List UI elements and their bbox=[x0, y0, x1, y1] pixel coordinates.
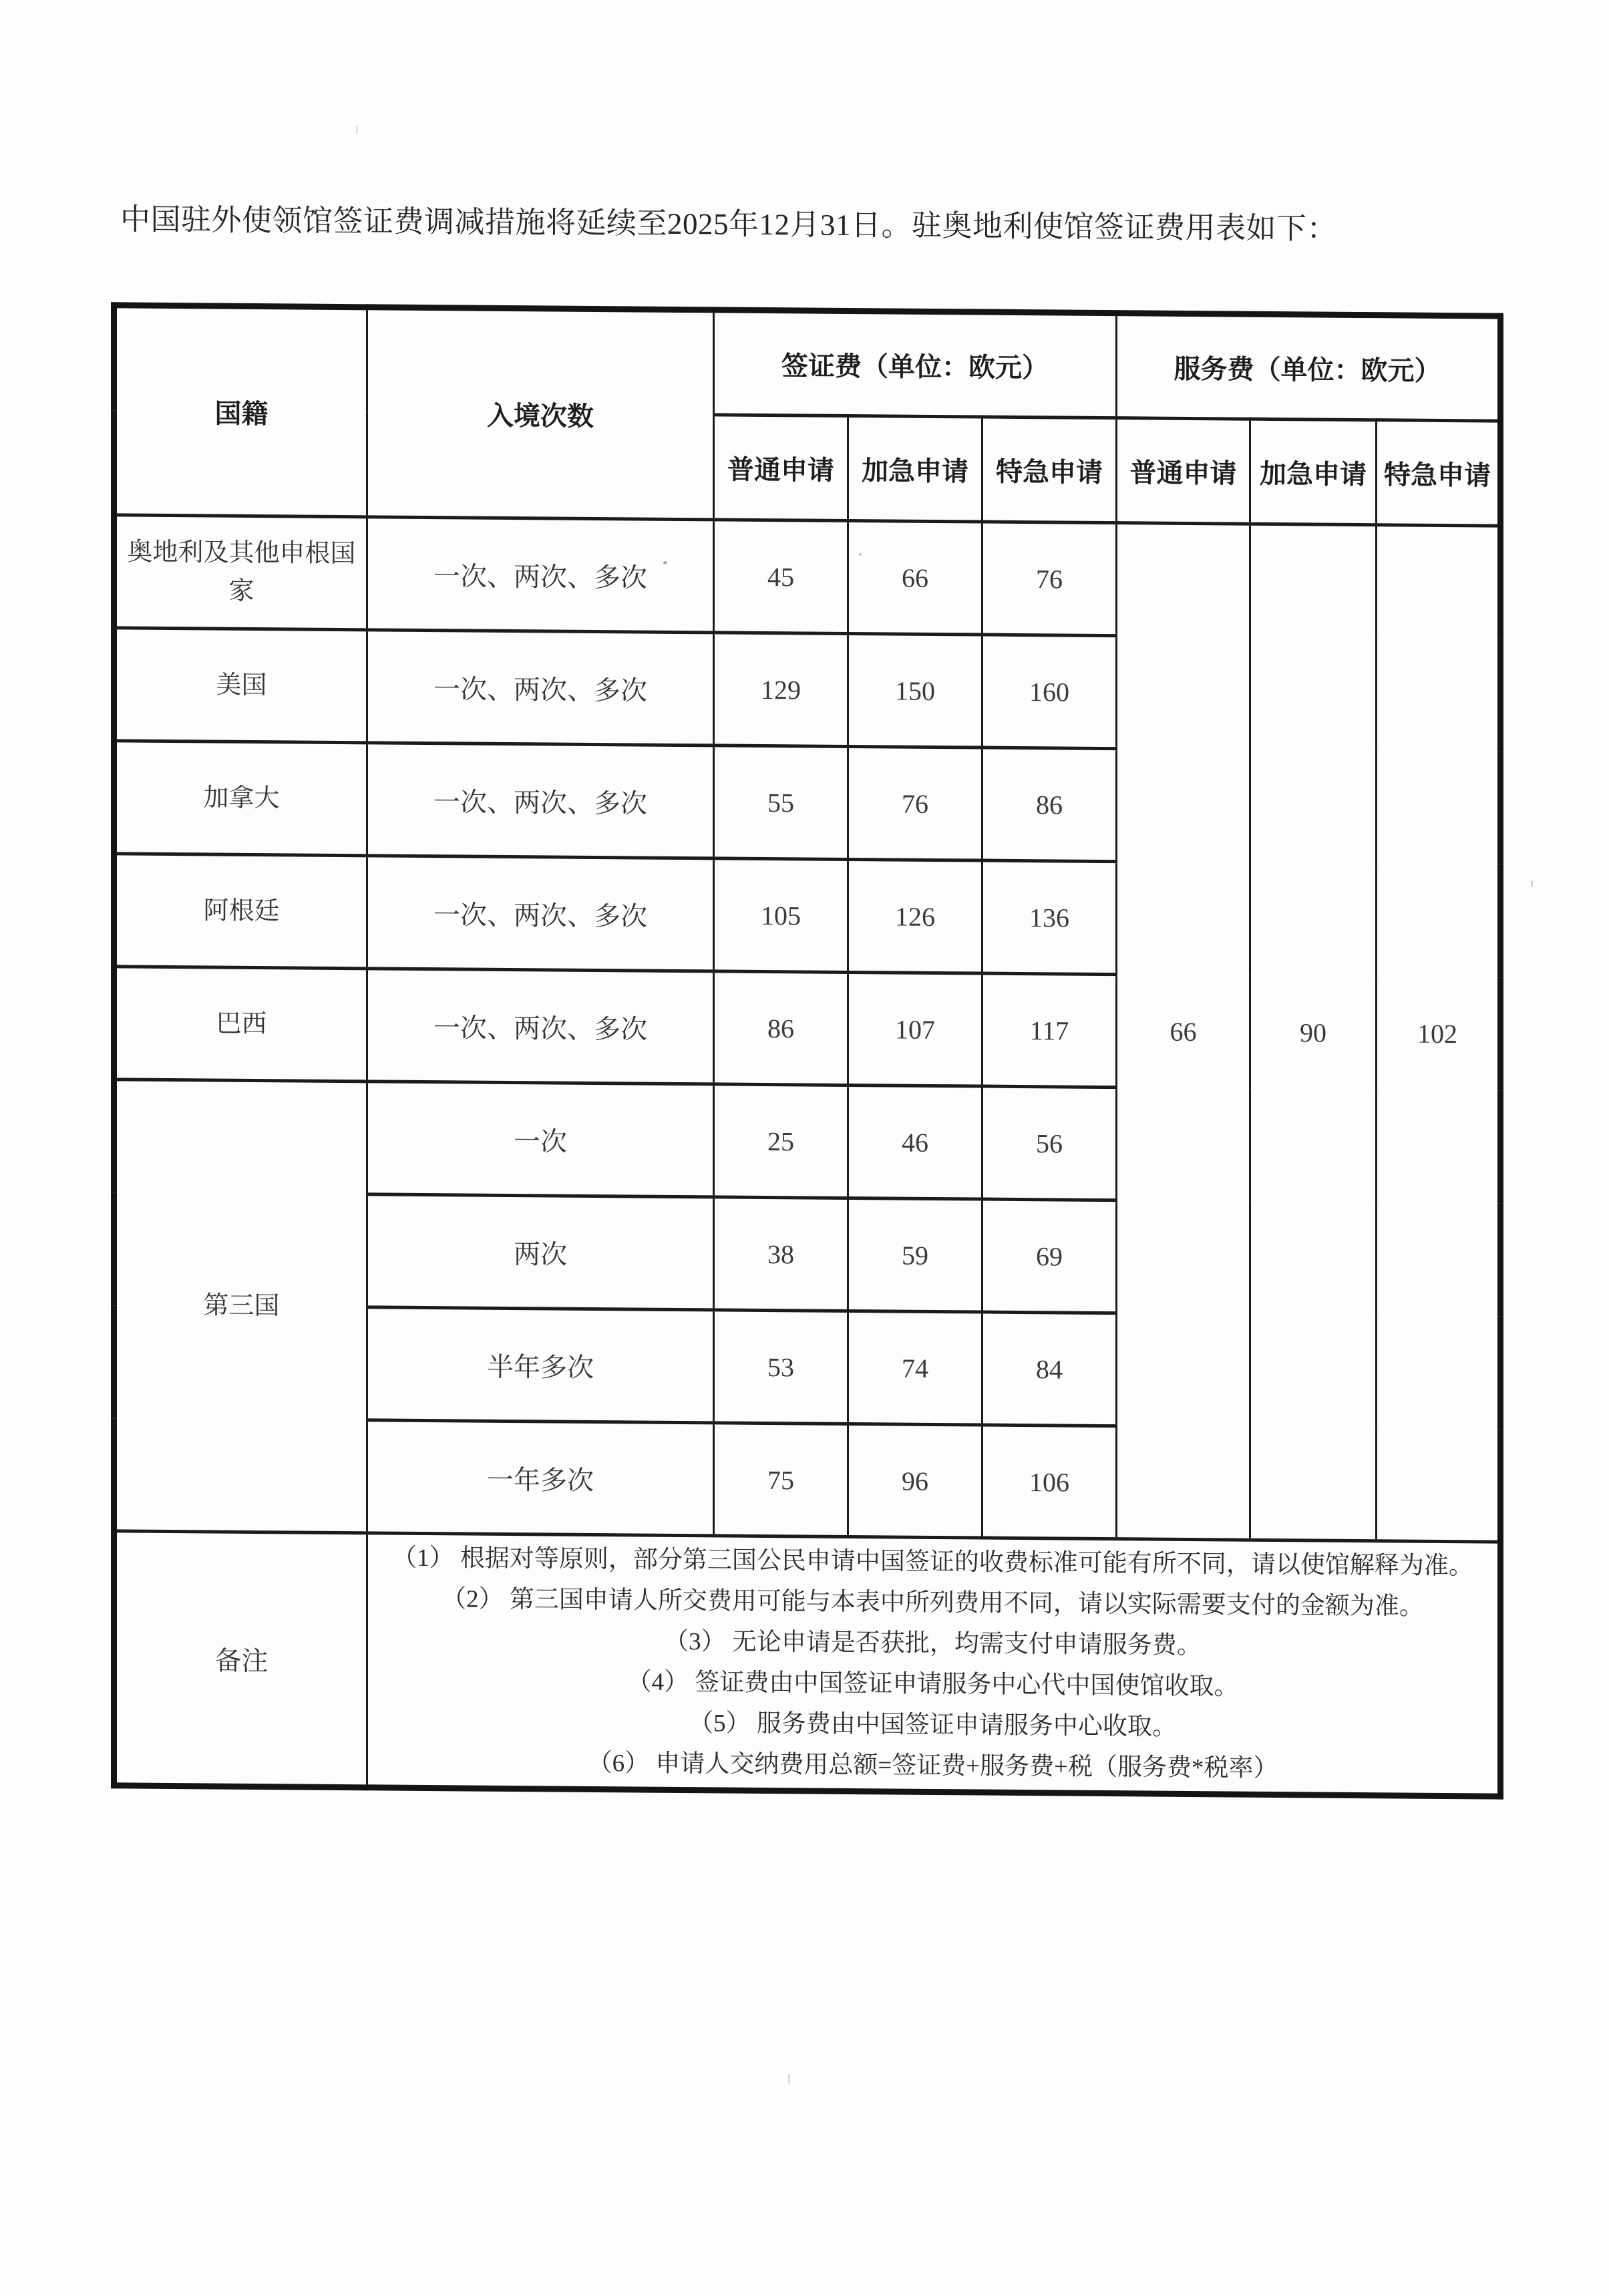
header-visa-normal: 普通申请 bbox=[714, 415, 848, 521]
table-row-austria-schengen bbox=[114, 515, 1501, 639]
cell-country: 奥地利及其他申根国家 bbox=[114, 515, 367, 630]
cell-entries: 一次、两次、多次 bbox=[367, 743, 714, 858]
remarks-row bbox=[114, 1531, 1501, 1796]
header-nationality: 国籍 bbox=[114, 305, 367, 517]
scan-speck bbox=[788, 2074, 790, 2084]
intro-text: 中国驻外使领馆签证费调减措施将延续至2025年12月31日。驻奥地利使馆签证费用表如下： bbox=[120, 202, 1338, 246]
cell-service-fee-normal: 66 bbox=[1117, 523, 1250, 1540]
cell-visa-urgent: 74 bbox=[848, 1311, 982, 1425]
cell-visa-rush: 117 bbox=[982, 973, 1117, 1088]
remark-item-6: （6） 申请人交纳费用总额=签证费+服务费+税（服务费*税率） bbox=[587, 1749, 1278, 1783]
cell-visa-rush: 86 bbox=[982, 748, 1117, 862]
cell-visa-rush: 76 bbox=[982, 522, 1117, 636]
cell-visa-rush: 136 bbox=[982, 860, 1117, 975]
visa-fee-table bbox=[111, 302, 1503, 1799]
cell-visa-normal: 86 bbox=[714, 971, 848, 1086]
cell-visa-normal: 25 bbox=[714, 1084, 848, 1198]
cell-visa-normal: 53 bbox=[714, 1310, 848, 1424]
header-visa-urgent: 加急申请 bbox=[848, 416, 982, 522]
cell-visa-normal: 45 bbox=[714, 520, 848, 634]
scan-speck bbox=[601, 1031, 604, 1035]
scan-speck bbox=[859, 553, 862, 556]
scan-speck bbox=[663, 561, 667, 564]
remark-item-3: （3） 无论申请是否获批，均需支付申请服务费。 bbox=[664, 1627, 1202, 1660]
cell-visa-urgent: 76 bbox=[848, 746, 982, 860]
header-visa-rush: 特急申请 bbox=[982, 417, 1117, 523]
cell-visa-rush: 106 bbox=[982, 1425, 1117, 1539]
cell-entries: 一年多次 bbox=[367, 1420, 714, 1536]
cell-visa-urgent: 150 bbox=[848, 633, 982, 748]
header-service-fee-group: 服务费（单位：欧元） bbox=[1117, 313, 1501, 422]
cell-entries: 半年多次 bbox=[367, 1307, 714, 1423]
cell-entries: 两次 bbox=[367, 1194, 714, 1310]
cell-country: 阿根廷 bbox=[114, 854, 367, 969]
remarks-label: 备注 bbox=[114, 1531, 367, 1788]
cell-entries: 一次、两次、多次 bbox=[367, 517, 714, 633]
cell-visa-rush: 69 bbox=[982, 1199, 1117, 1313]
cell-country: 巴西 bbox=[114, 967, 367, 1082]
remark-item-2: （2） 第三国申请人所交费用可能与本表中所列费用不同，请以实际需要支付的金额为准。 bbox=[441, 1585, 1424, 1621]
header-service-urgent: 加急申请 bbox=[1250, 419, 1377, 524]
remark-item-4: （4） 签证费由中国签证申请服务中心代中国使馆收取。 bbox=[627, 1668, 1239, 1701]
scan-speck bbox=[1531, 880, 1533, 887]
cell-visa-rush: 160 bbox=[982, 635, 1117, 749]
cell-visa-urgent: 126 bbox=[848, 859, 982, 973]
cell-visa-rush: 84 bbox=[982, 1312, 1117, 1426]
cell-visa-urgent: 66 bbox=[848, 520, 982, 635]
cell-service-fee-rush: 102 bbox=[1377, 525, 1501, 1542]
cell-visa-normal: 129 bbox=[714, 633, 848, 747]
header-service-rush: 特急申请 bbox=[1377, 420, 1501, 526]
remark-item-5: （5） 服务费由中国签证申请服务中心收取。 bbox=[689, 1709, 1177, 1741]
cell-entries: 一次 bbox=[367, 1082, 714, 1197]
cell-visa-urgent: 46 bbox=[848, 1085, 982, 1199]
cell-country: 加拿大 bbox=[114, 741, 367, 856]
cell-country: 美国 bbox=[114, 628, 367, 743]
cell-entries: 一次、两次、多次 bbox=[367, 630, 714, 746]
cell-service-fee-urgent: 90 bbox=[1250, 524, 1377, 1540]
remark-item-1: （1） 根据对等原则，部分第三国公民申请中国签证的收费标准可能有所不同，请以使馆解释为准。 bbox=[392, 1544, 1473, 1581]
header-entries: 入境次数 bbox=[367, 307, 714, 520]
cell-visa-normal: 105 bbox=[714, 858, 848, 973]
header-service-normal: 普通申请 bbox=[1117, 418, 1250, 524]
header-row-groups bbox=[114, 305, 1501, 421]
remarks-cell bbox=[367, 1533, 1501, 1796]
cell-entries: 一次、两次、多次 bbox=[367, 856, 714, 971]
cell-visa-urgent: 96 bbox=[848, 1424, 982, 1538]
cell-visa-normal: 55 bbox=[714, 746, 848, 860]
cell-third-country-label: 第三国 bbox=[114, 1080, 367, 1533]
scan-speck bbox=[356, 126, 358, 134]
cell-visa-rush: 56 bbox=[982, 1086, 1117, 1200]
cell-visa-urgent: 59 bbox=[848, 1198, 982, 1312]
cell-entries: 一次、两次、多次 bbox=[367, 969, 714, 1084]
cell-visa-urgent: 107 bbox=[848, 972, 982, 1086]
cell-visa-normal: 75 bbox=[714, 1423, 848, 1537]
cell-visa-normal: 38 bbox=[714, 1197, 848, 1311]
header-visa-fee-group: 签证费（单位：欧元） bbox=[714, 310, 1117, 418]
